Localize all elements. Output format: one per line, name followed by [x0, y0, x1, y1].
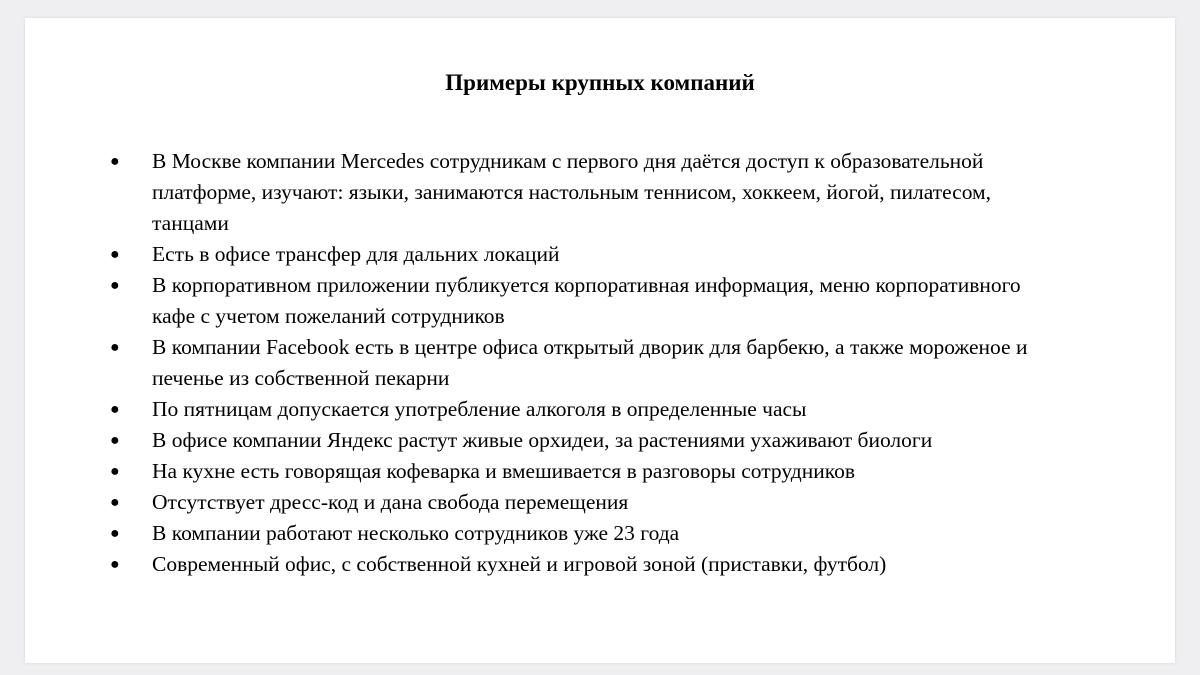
bullet-text: В компании Facebook есть в центре офиса открытый дворик для барбекю, а также мороженое и печенье из собственной пекарни [152, 335, 1028, 390]
bullet-item [105, 518, 1065, 549]
bullet-text: На кухне есть говорящая кофеварка и вмешивается в разговоры сотрудников [152, 459, 855, 483]
bullet-text: Есть в офисе трансфер для дальних локаций [152, 242, 560, 266]
bullet-item [105, 270, 1065, 332]
slide-title: Примеры крупных компаний [445, 70, 755, 95]
bullet-dot-icon: ● [110, 401, 120, 418]
bullet-dot-icon: ● [110, 556, 120, 573]
bullet-text: В корпоративном приложении публикуется корпоративная информация, меню корпоративного кафе с учетом пожеланий сотрудников [152, 273, 1021, 328]
bullet-list [105, 146, 1065, 580]
bullet-text: Отсутствует дресс-код и дана свобода перемещения [152, 490, 629, 514]
bullet-dot-icon: ● [110, 463, 120, 480]
bullet-text: По пятницам допускается употребление алкоголя в определенные часы [152, 397, 807, 421]
bullet-text: В офисе компании Яндекс растут живые орхидеи, за растениями ухаживают биологи [152, 428, 933, 452]
bullet-dot-icon: ● [110, 153, 120, 170]
bullet-item [105, 332, 1065, 394]
bullet-item [105, 394, 1065, 425]
bullet-dot-icon: ● [110, 246, 120, 263]
bullet-item [105, 456, 1065, 487]
bullet-dot-icon: ● [110, 432, 120, 449]
bullet-item [105, 239, 1065, 270]
bullet-text: Современный офис, с собственной кухней и игровой зоной (приставки, футбол) [152, 552, 887, 576]
bullet-item [105, 146, 1065, 239]
slide [25, 18, 1175, 663]
bullet-dot-icon: ● [110, 494, 120, 511]
bullet-item [105, 549, 1065, 580]
bullet-item [105, 425, 1065, 456]
bullet-item [105, 487, 1065, 518]
bullet-dot-icon: ● [110, 277, 120, 294]
bullet-text: В компании работают несколько сотрудников уже 23 года [152, 521, 680, 545]
bullet-dot-icon: ● [110, 339, 120, 356]
bullet-text: В Москве компании Mercedes сотрудникам с первого дня даётся доступ к образовательной платформе, изучают: языки, занимаются настольным теннисом, хоккеем, йогой, пилатесом, танцами [152, 149, 992, 235]
bullet-dot-icon: ● [110, 525, 120, 542]
